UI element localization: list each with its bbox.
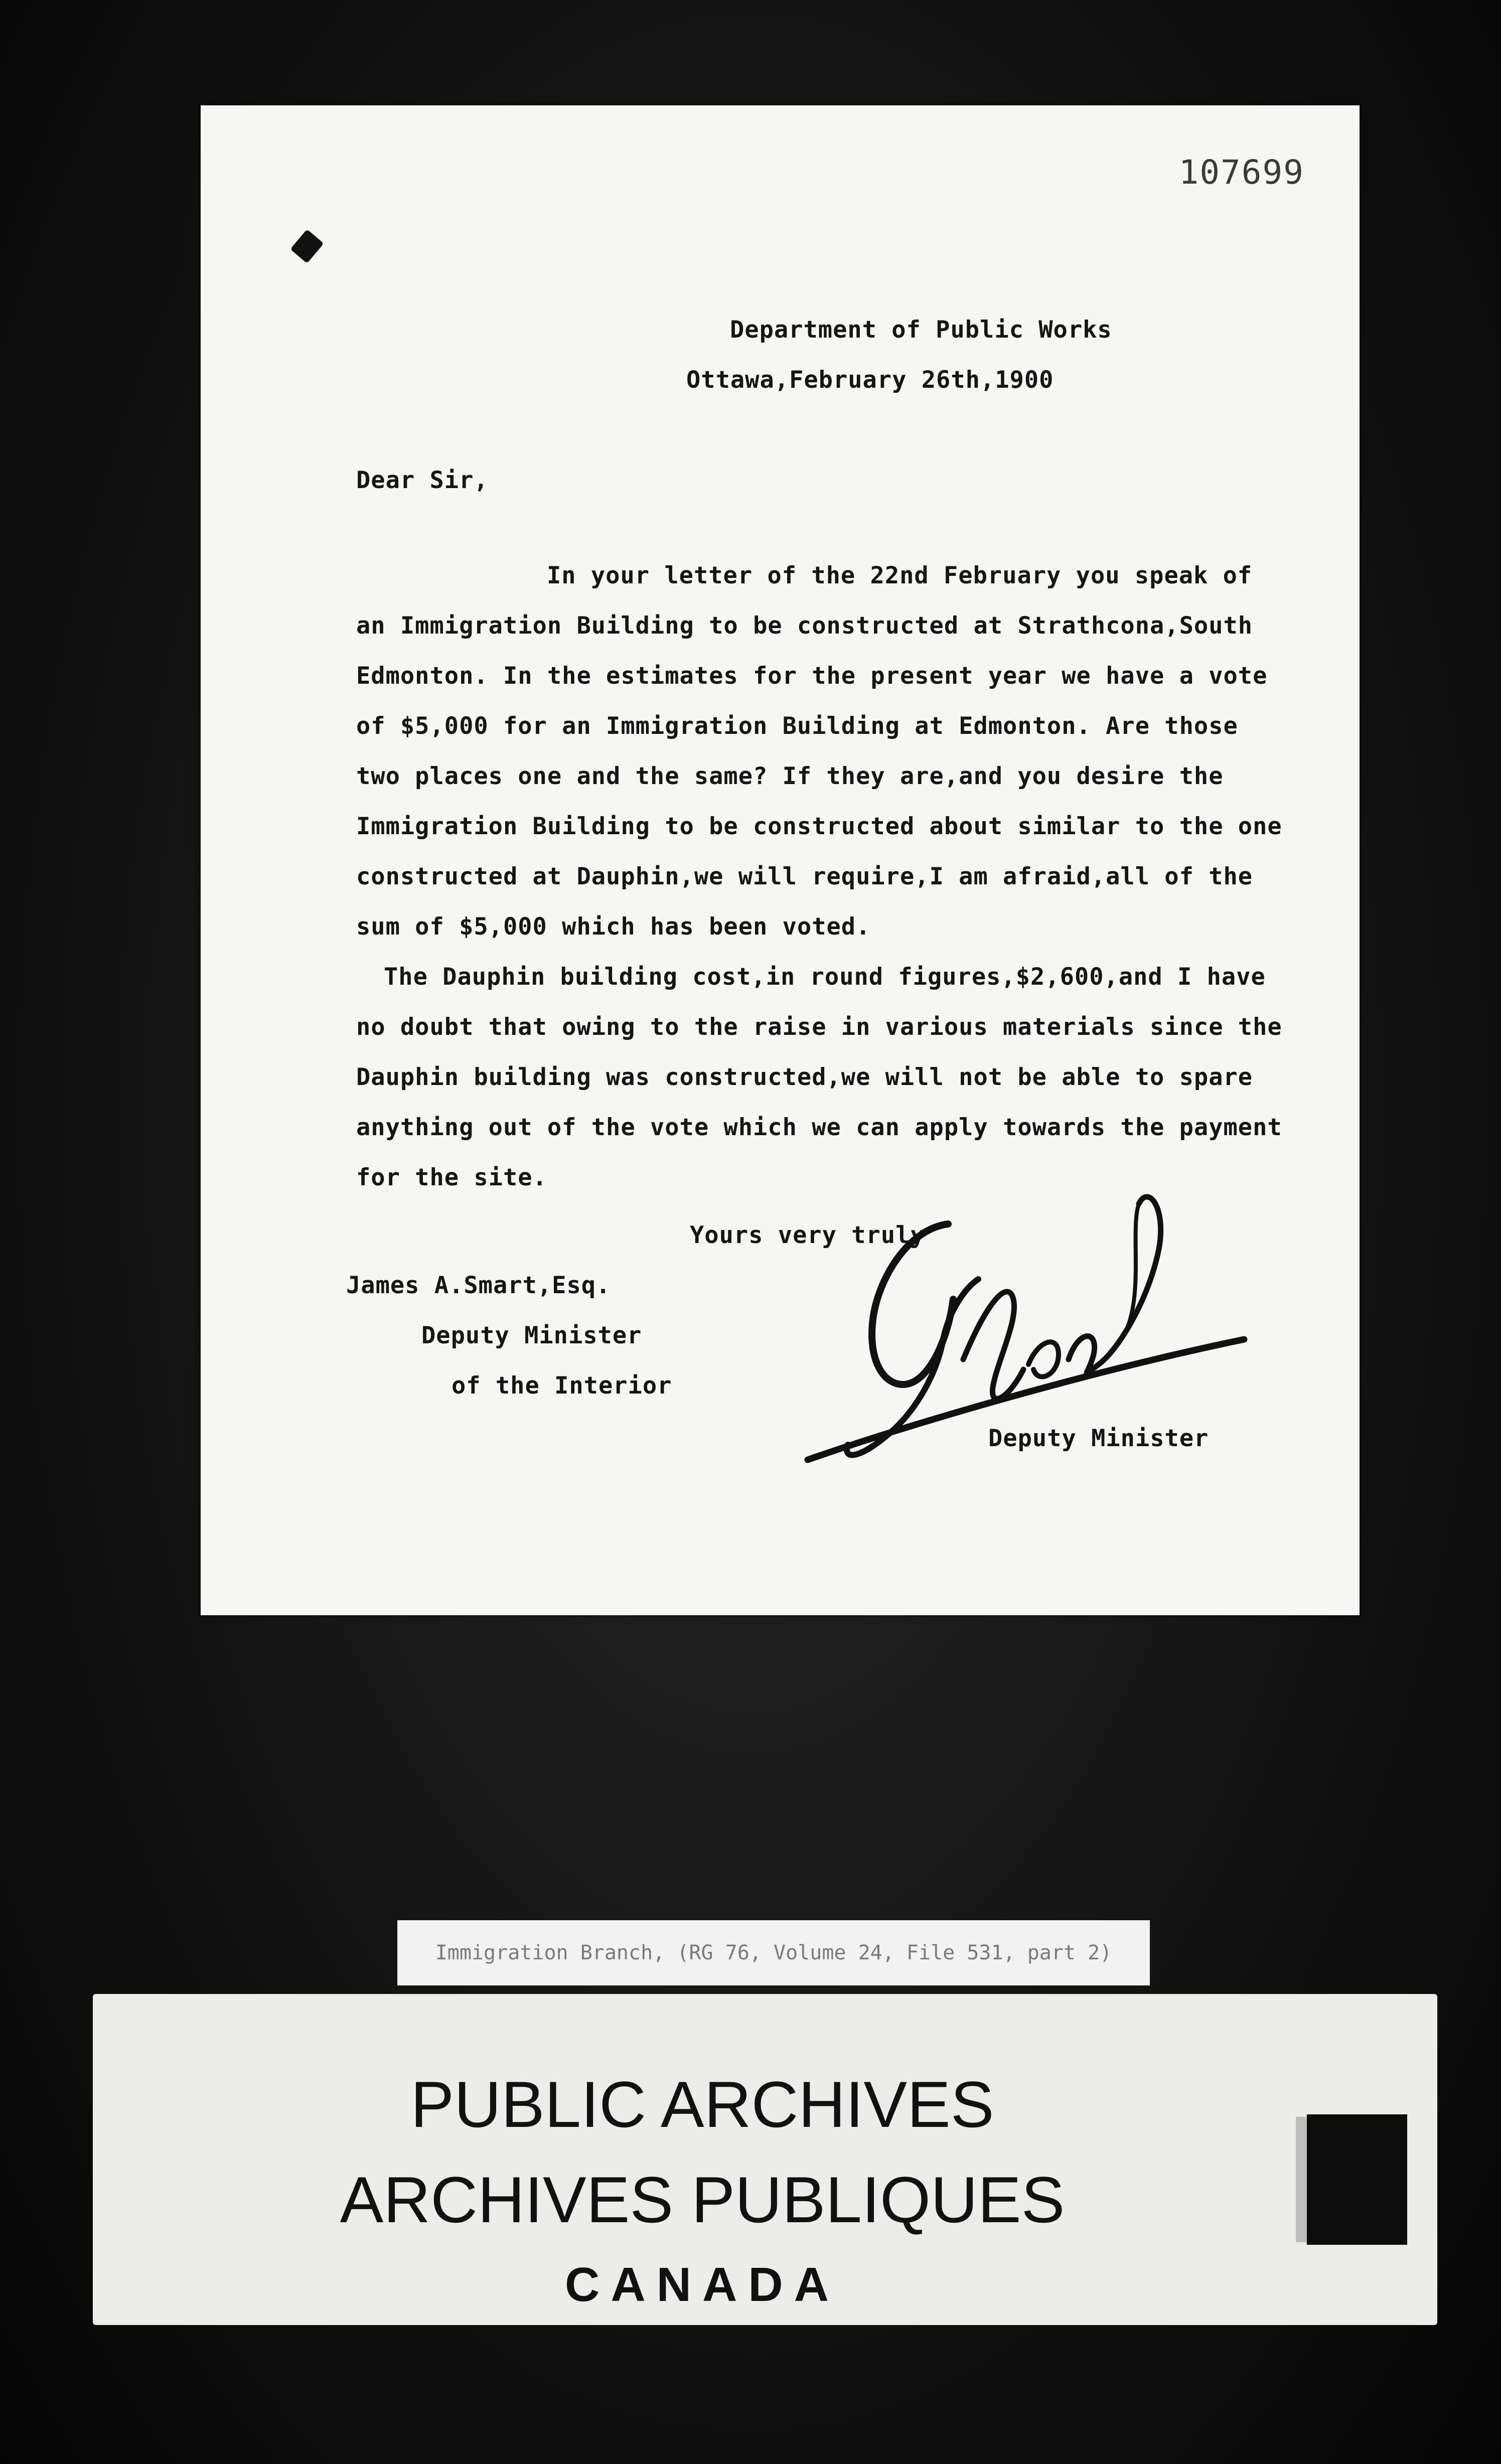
body-line: an Immigration Building to be constructed at Strathcona,South bbox=[356, 612, 1253, 640]
citation-strip: Immigration Branch, (RG 76, Volume 24, File 531, part 2) bbox=[397, 1920, 1150, 1985]
file-number: 107699 bbox=[1178, 153, 1304, 192]
body-line: In your letter of the 22nd February you speak of bbox=[547, 562, 1253, 589]
recipient-title: Deputy Minister bbox=[421, 1322, 642, 1349]
card-tab-edge bbox=[1296, 2117, 1307, 2242]
handwritten-signature-icon bbox=[798, 1149, 1269, 1560]
archives-line-english: PUBLIC ARCHIVES bbox=[410, 2068, 994, 2141]
archives-line-french: ARCHIVES PUBLIQUES bbox=[340, 2163, 1065, 2236]
body-line: anything out of the vote which we can apply towards the payment bbox=[356, 1114, 1282, 1141]
recipient-dept: of the Interior bbox=[452, 1372, 672, 1400]
archives-stamp-card bbox=[93, 1994, 1437, 2325]
recipient-name: James A.Smart,Esq. bbox=[346, 1272, 611, 1299]
punch-mark bbox=[290, 229, 324, 263]
body-line: Edmonton. In the estimates for the present year we have a vote bbox=[356, 662, 1268, 690]
body-line: no doubt that owing to the raise in various materials since the bbox=[356, 1013, 1282, 1041]
card-tab bbox=[1307, 2114, 1407, 2245]
letterhead-department: Department of Public Works bbox=[730, 316, 1112, 344]
letter-page bbox=[201, 105, 1360, 1615]
body-line: sum of $5,000 which has been voted. bbox=[356, 913, 871, 941]
body-line: Dauphin building was constructed,we will not be able to spare bbox=[356, 1063, 1253, 1091]
body-line: Immigration Building to be constructed about similar to the one bbox=[356, 813, 1282, 840]
body-line: two places one and the same? If they are,and you desire the bbox=[356, 762, 1224, 790]
letterhead-date: Ottawa,February 26th,1900 bbox=[686, 366, 1054, 394]
signer-title: Deputy Minister bbox=[988, 1425, 1209, 1452]
body-line: constructed at Dauphin,we will require,I am afraid,all of the bbox=[356, 863, 1253, 890]
body-line: The Dauphin building cost,in round figures,$2,600,and I have bbox=[384, 963, 1266, 991]
body-line: of $5,000 for an Immigration Building at Edmonton. Are those bbox=[356, 712, 1238, 740]
closing: Yours very truly bbox=[690, 1221, 925, 1249]
salutation: Dear Sir, bbox=[356, 467, 489, 494]
archives-line-country: CANADA bbox=[565, 2258, 840, 2312]
body-line: for the site. bbox=[356, 1164, 547, 1191]
